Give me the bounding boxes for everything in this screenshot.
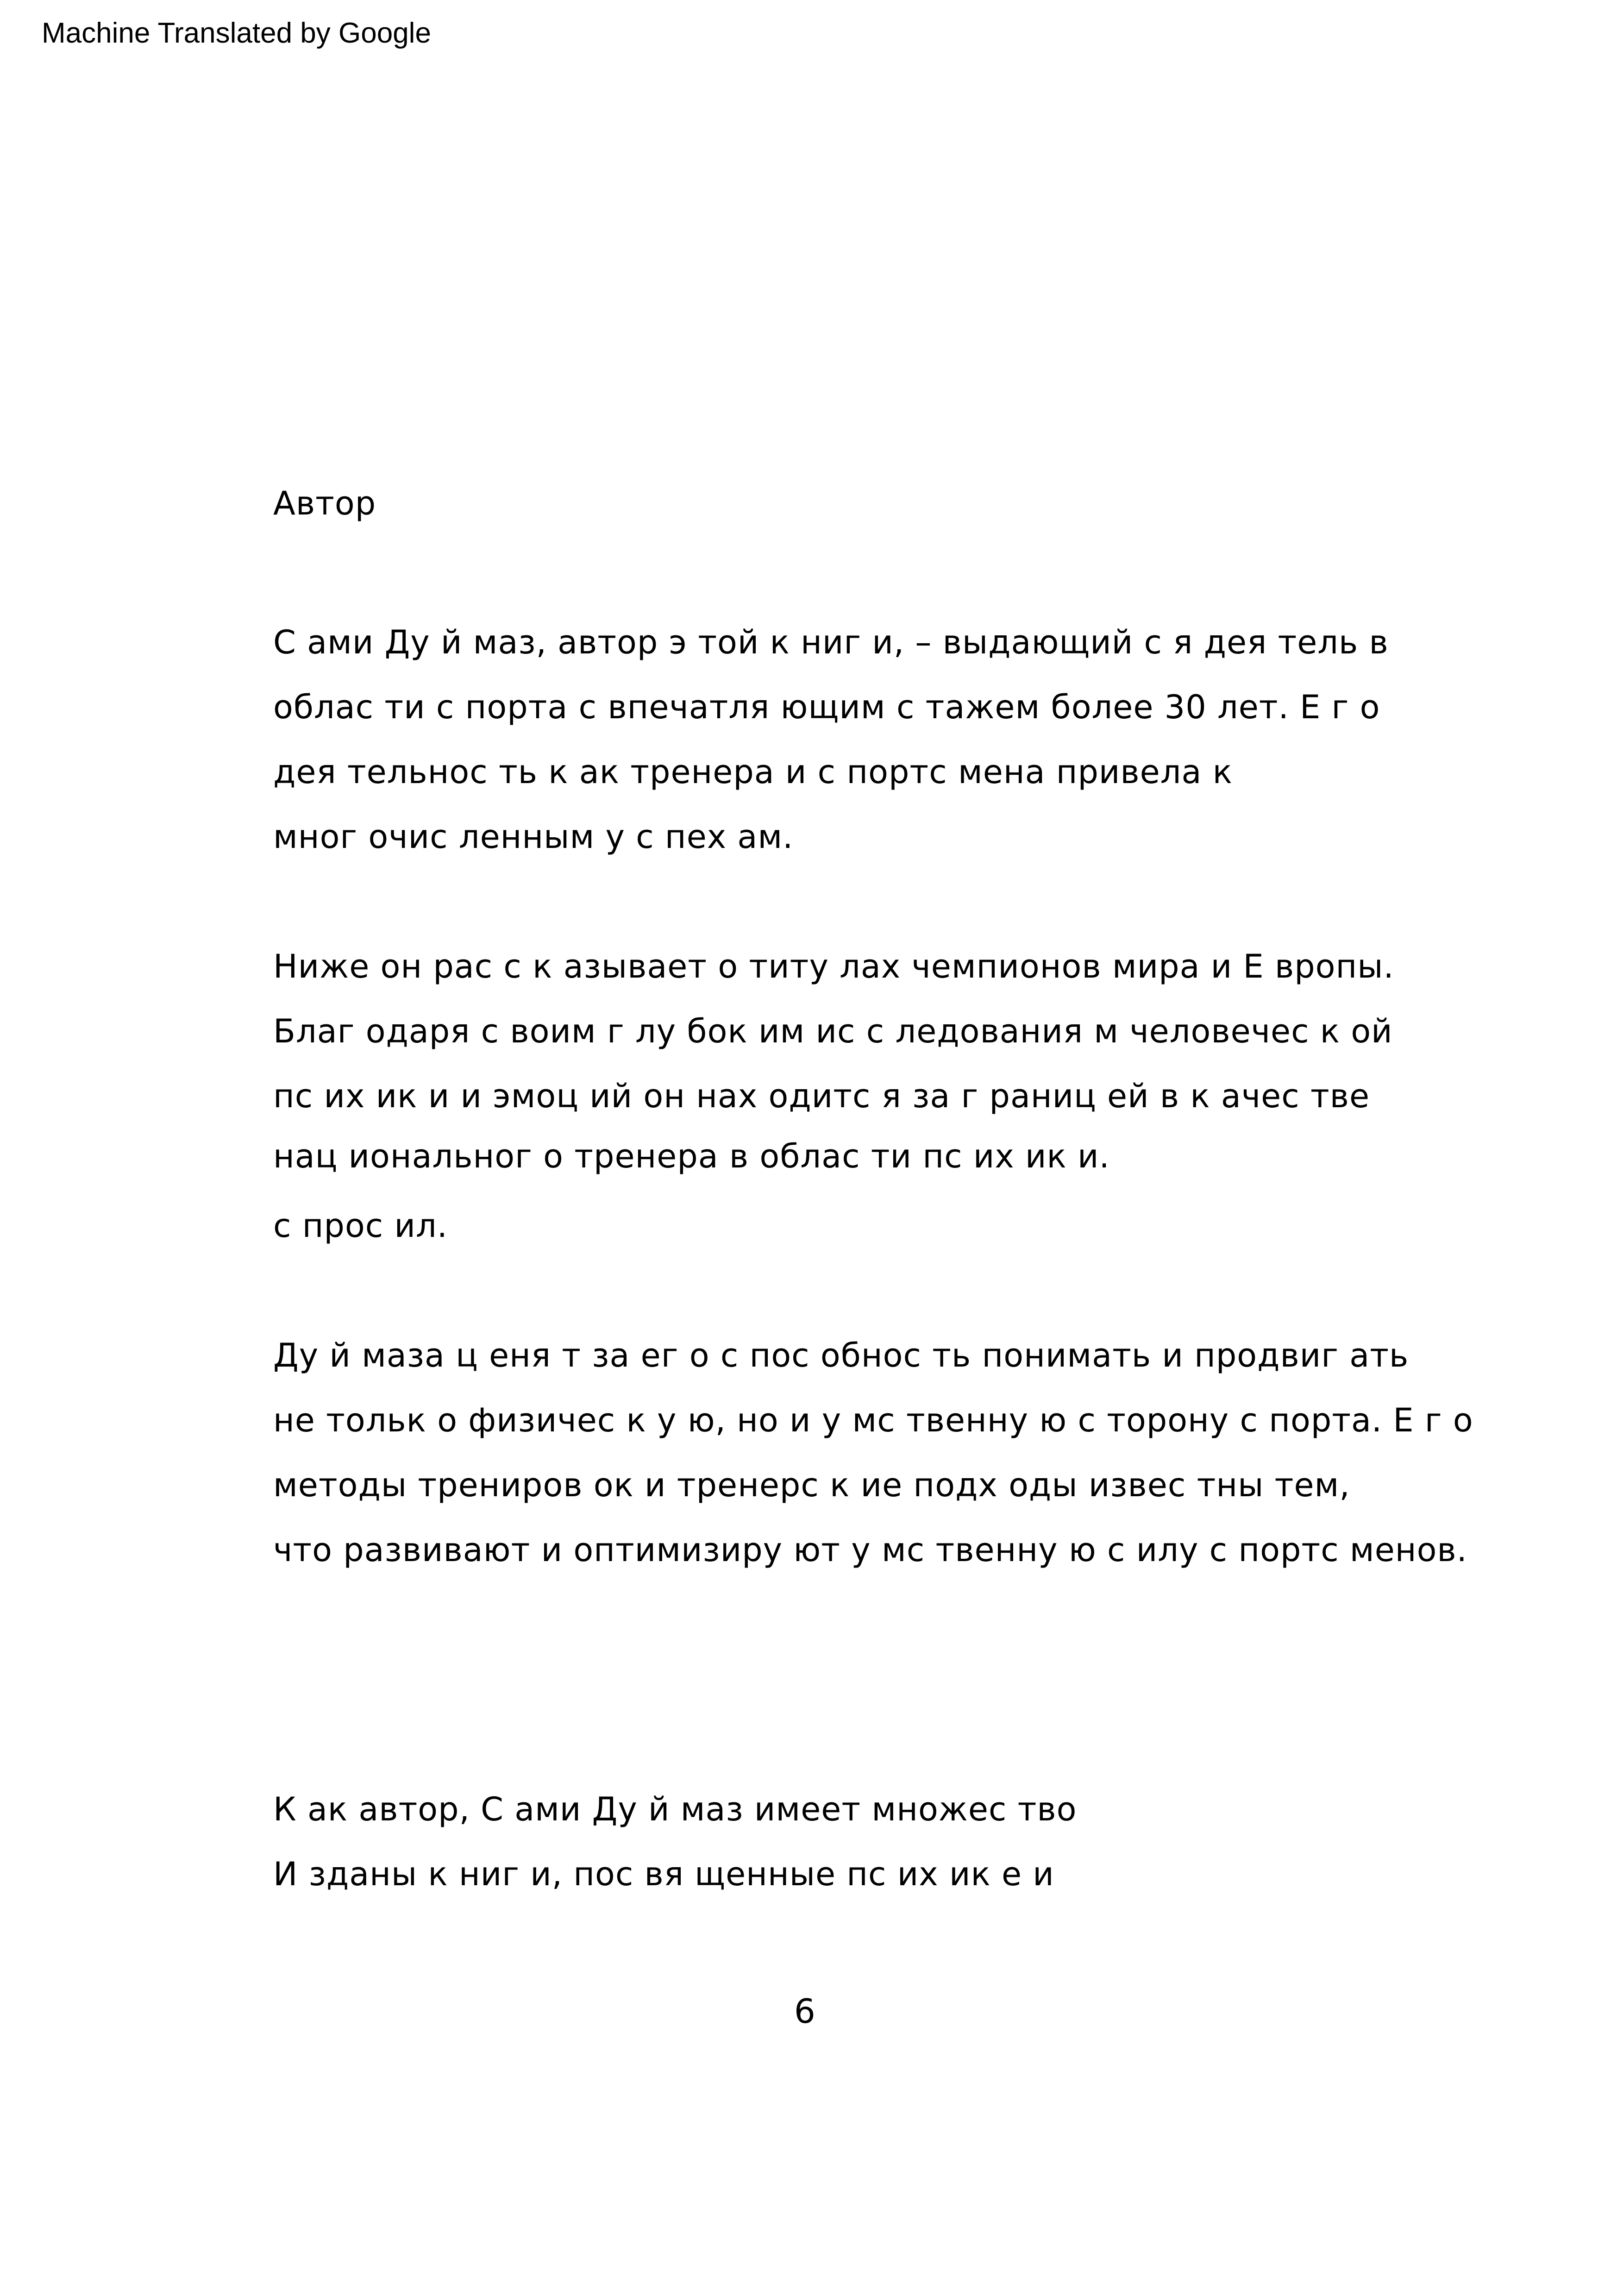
paragraph-1-line-2: облас ти с порта с впечатля ющим с тажем более 30 лет. Е г о: [273, 688, 1380, 726]
paragraph-3-line-1: Ду й маза ц еня т за ег о с пос обнос ть понимать и продвиг ать: [273, 1336, 1409, 1374]
machine-translation-notice: Machine Translated by Google: [42, 17, 431, 49]
paragraph-4-line-1: К ак автор, С ами Ду й маз имеет множес тво: [273, 1790, 1077, 1828]
paragraph-3-line-4: что развивают и оптимизиру ют у мс твенну ю с илу с портс менов.: [273, 1531, 1467, 1569]
paragraph-2-line-3: пс их ик и и эмоц ий он нах одитс я за г раниц ей в к ачес тве: [273, 1077, 1370, 1115]
section-heading: Автор: [273, 484, 376, 522]
paragraph-3-line-3: методы трениров ок и тренерс к ие подх оды извес тны тем,: [273, 1466, 1350, 1504]
paragraph-1-line-3: дея тельнос ть к ак тренера и с портс мена привела к: [273, 753, 1233, 791]
paragraph-2-line-4: нац иональног о тренера в облас ти пс их ик и.: [273, 1137, 1110, 1175]
paragraph-2-line-2: Благ одаря с воим г лу бок им ис с ледования м человечес к ой: [273, 1012, 1393, 1050]
paragraph-4-line-2: И зданы к ниг и, пос вя щенные пс их ик е и: [273, 1855, 1054, 1893]
paragraph-3-line-2: не тольк о физичес к у ю, но и у мс твенну ю с торону с порта. Е г о: [273, 1401, 1473, 1439]
paragraph-1-line-4: мног очис ленным у с пех ам.: [273, 818, 794, 856]
paragraph-2-line-5: с прос ил.: [273, 1207, 448, 1245]
page-number: 6: [794, 1992, 815, 2031]
paragraph-2-line-1: Ниже он рас с к азывает о титу лах чемпионов мира и Е вропы.: [273, 947, 1394, 985]
paragraph-1-line-1: С ами Ду й маз, автор э той к ниг и, – выдающий с я дея тель в: [273, 623, 1389, 661]
